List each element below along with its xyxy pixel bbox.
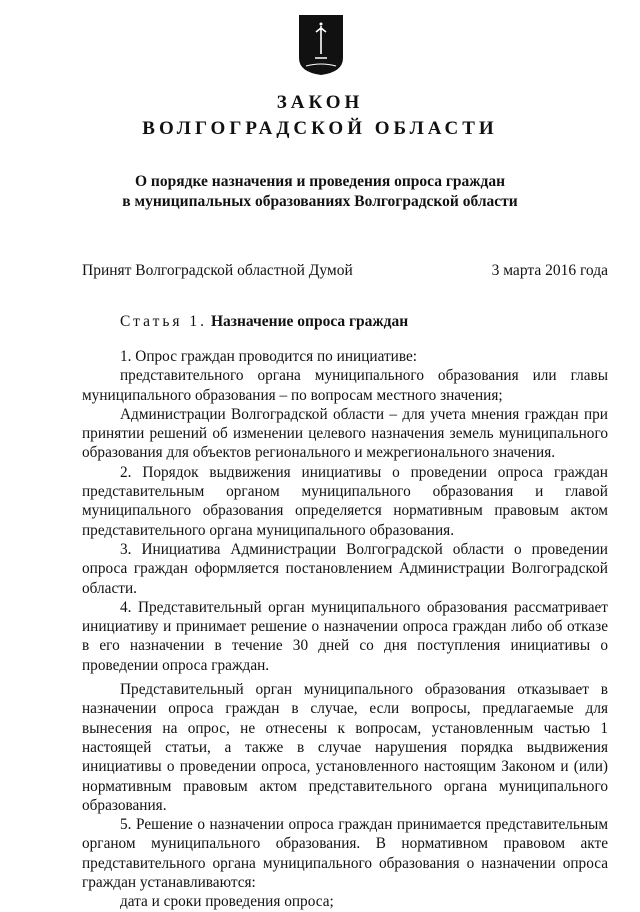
paragraph: дата и сроки проведения опроса; bbox=[120, 893, 334, 911]
paragraph: представительного органа муниципального образования или главы муниципального образования – по вопросам местного значения; bbox=[82, 367, 608, 404]
paragraph: 5. Решение о назначении опроса граждан принимается представительным органом муниципального образования. В нормативном правовом акте представительного органа муниципального образования о назначении опроса граждан устанавливаются: bbox=[82, 816, 608, 892]
paragraph: 1. Опрос граждан проводится по инициативе: bbox=[120, 348, 418, 365]
region-heading: ВОЛГОГРАДСКОЙ ОБЛАСТИ bbox=[142, 118, 498, 139]
adoption-date: 3 марта 2016 года bbox=[491, 262, 608, 279]
paragraph: Представительный орган муниципального образования отказывает в назначении опроса граждан в случае, если вопросы, предлагаемые для вынесения на опрос, не отнесены к вопросам, установленным частью 1 настоящей статьи, а также в случае нарушения порядка выдвижения инициативы о проведении опроса, установленного настоящим Законом и (или) нормативным правовым актом представительного органа муниципального образования. bbox=[82, 681, 608, 814]
law-heading: ЗАКОН bbox=[276, 92, 364, 113]
coat-of-arms-icon bbox=[298, 14, 344, 76]
article-title: Назначение опроса граждан bbox=[210, 313, 409, 330]
article-body bbox=[82, 347, 608, 912]
paragraph: 4. Представительный орган муниципального образования рассматривает инициативу и принимает решение о назначении опроса граждан либо об отказе в его назначении в течение 30 дней со дня поступления инициативы о проведении опроса граждан. bbox=[82, 598, 608, 674]
paragraph: Администрации Волгоградской области – для учета мнения граждан при принятии решений об изменении целевого назначения земель муниципального образования для объектов регионального и межрегионального значения. bbox=[82, 405, 608, 462]
paragraph: 3. Инициатива Администрации Волгоградской области о проведении опроса граждан оформляется постановлением Администрации Волгоградской области. bbox=[82, 540, 608, 597]
adoption-line bbox=[82, 262, 608, 280]
subtitle-line-1: О порядке назначения и проведения опроса граждан bbox=[135, 173, 505, 190]
article-heading bbox=[120, 313, 408, 331]
subtitle-line-2: в муниципальных образованиях Волгоградской области bbox=[122, 193, 518, 210]
paragraph: 2. Порядок выдвижения инициативы о проведении опроса граждан представительным органом муниципального образования и главой муниципального образования определяется нормативным правовым актом представительного органа муниципального образования. bbox=[82, 463, 608, 539]
article-label: Статья 1. bbox=[120, 313, 208, 330]
adopted-by: Принят Волгоградской областной Думой bbox=[82, 262, 353, 279]
law-subtitle bbox=[0, 172, 640, 212]
